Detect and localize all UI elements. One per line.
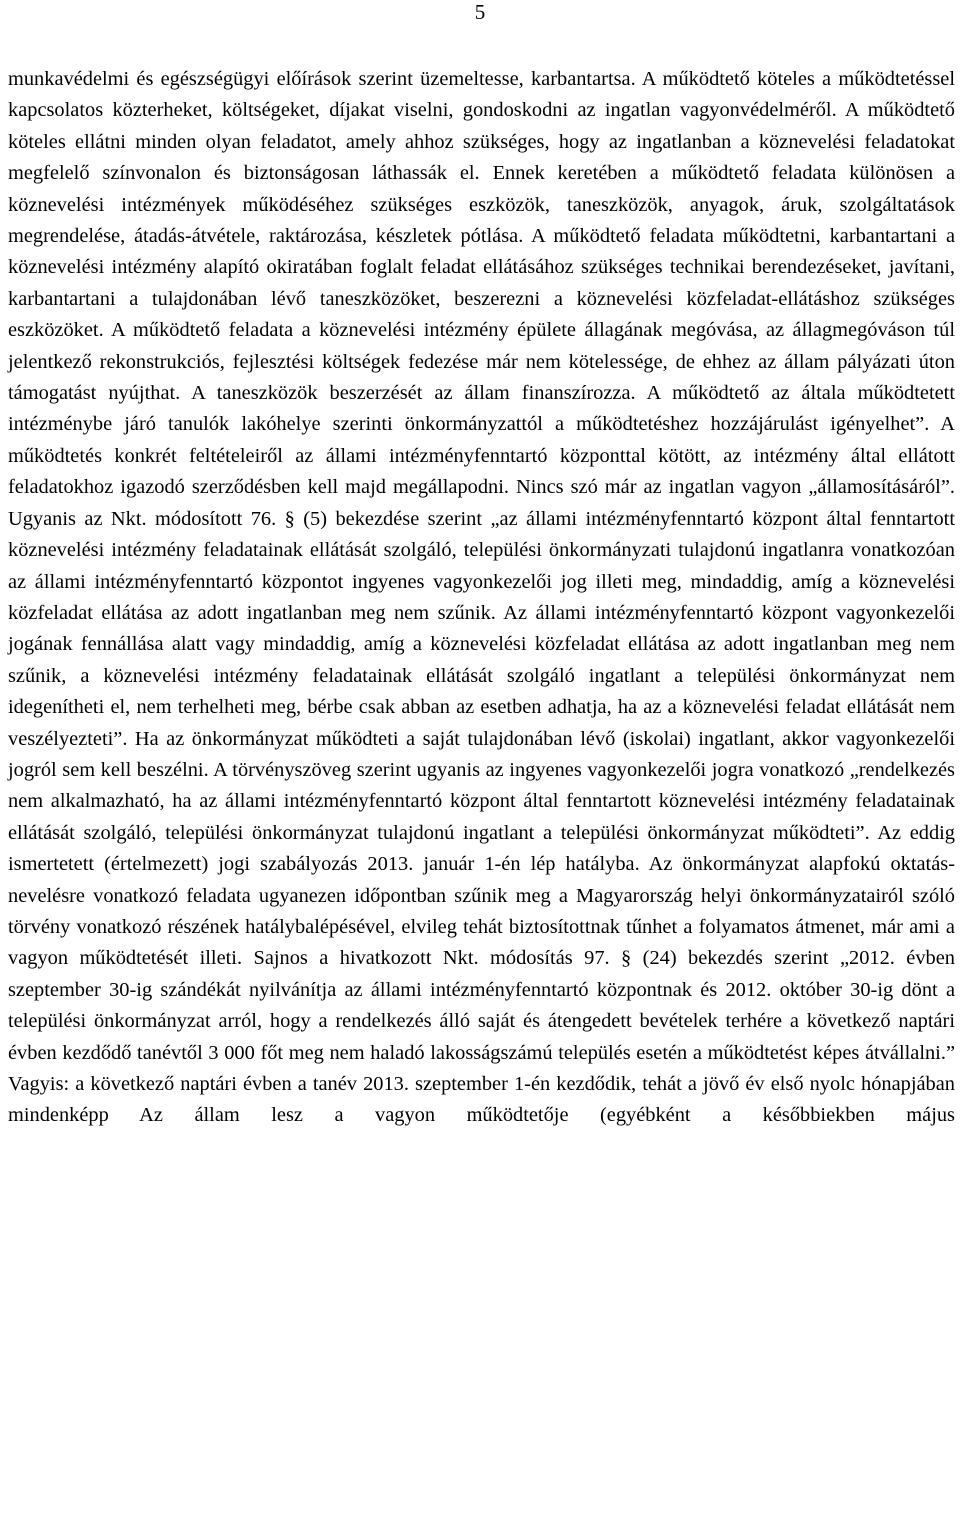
body-paragraph: munkavédelmi és egészségügyi előírások szerint üzemeltesse, karbantartsa. A működtető köteles a működtetéssel kapcsolatos közterheket, költségeket, díjakat viselni, gondoskodni az ingatlan vagyonvédelméről. A működtető köteles ellátni minden olyan feladatot, amely ahhoz szükséges, hogy az ingatlanban a köznevelési feladatokat megfelelő színvonalon és biztonságosan láthassák el. Ennek keretében a működtető feladata különösen a köznevelési intézmények működéséhez szükséges eszközök, taneszközök, anyagok, áruk, szolgáltatások megrendelése, átadás-átvétele, raktározása, készletek pótlása. A működtető feladata működtetni, karbantartani a köznevelési intézmény alapító okiratában foglalt feladat ellátásához szükséges technikai berendezéseket, javítani, karbantartani a tulajdonában lévő taneszközöket, beszerezni a köznevelési közfeladat-ellátáshoz szükséges eszközöket. A működtető feladata a köznevelési intézmény épülete állagának megóvása, az állagmegóváson túl jelentkező rekonstrukciós, fejlesztési költségek fedezése már nem kötelessége, de ehhez az állam pályázati úton támogatást nyújthat. A taneszközök beszerzését az állam finanszírozza. A működtető az általa működtetett intézménybe járó tanulók lakóhelye szerinti önkormányzattól a működtetéshez hozzájárulást igényelhet”. A működtetés konkrét feltételeiről az állami intézményfenntartó központtal kötött, az intézmény által ellátott feladatokhoz igazodó szerződésben kell majd megállapodni. Nincs szó már az ingatlan vagyon „államosításáról”. Ugyanis az Nkt. módosított 76. § (5) bekezdése szerint „az állami intézményfenntartó központ által fenntartott köznevelési intézmény feladatainak ellátását szolgáló, települési önkormányzati tulajdonú ingatlanra vonatkozóan az állami intézményfenntartó központot ingyenes vagyonkezelői jog illeti meg, mindaddig, amíg a köznevelési közfeladat ellátása az adott ingatlanban meg nem szűnik. Az állami intézményfenntartó központ vagyonkezelői jogának fennállása alatt vagy mindaddig, amíg a köznevelési közfeladat ellátása az adott ingatlanban meg nem szűnik, a köznevelési intézmény feladatainak ellátását szolgáló ingatlant a települési önkormányzat nem idegenítheti el, nem terhelheti meg, bérbe csak abban az esetben adhatja, ha az a köznevelési feladat ellátását nem veszélyezteti”. Ha az önkormányzat működteti a saját tulajdonában lévő (iskolai) ingatlant, akkor vagyonkezelői jogról sem kell beszélni. A törvényszöveg szerint ugyanis az ingyenes vagyonkezelői jogra vonatkozó „rendelkezés nem alkalmazható, ha az állami intézményfenntartó központ által fenntartott köznevelési intézmény feladatainak ellátását szolgáló, települési önkormányzat tulajdonú ingatlant a települési önkormányzat működteti”. Az eddig ismertetett (értelmezett) jogi szabályozás 2013. január 1-én lép hatályba. Az önkormányzat alapfokú oktatás-nevelésre vonatkozó feladata ugyanezen időpontban szűnik meg a Magyarország helyi önkormányzatairól szóló törvény vonatkozó részének hatálybalépésével, elvileg tehát biztosítottnak tűnhet a folyamatos átmenet, már ami a vagyon működtetését illeti. Sajnos a hivatkozott Nkt. módosítás 97. § (24) bekezdés szerint „2012. évben szeptember 30-ig szándékát nyilvánítja az állami intézményfenntartó központnak és 2012. október 30-ig dönt a települési önkormányzat arról, hogy a rendelkezés álló saját és átengedett bevételek terhére a következő naptári évben kezdődő tanévtől 3 000 főt meg nem haladó lakosságszámú település esetén a működtetést képes átvállalni.” Vagyis: a következő naptári évben a tanév 2013. szeptember 1-én kezdődik, tehát a jövő év első nyolc hónapjában mindenképp Az állam lesz a vagyon működtetője (egyébként a későbbiekben május bbox=[8, 68, 955, 1127]
page-number: 5 bbox=[474, 0, 486, 24]
